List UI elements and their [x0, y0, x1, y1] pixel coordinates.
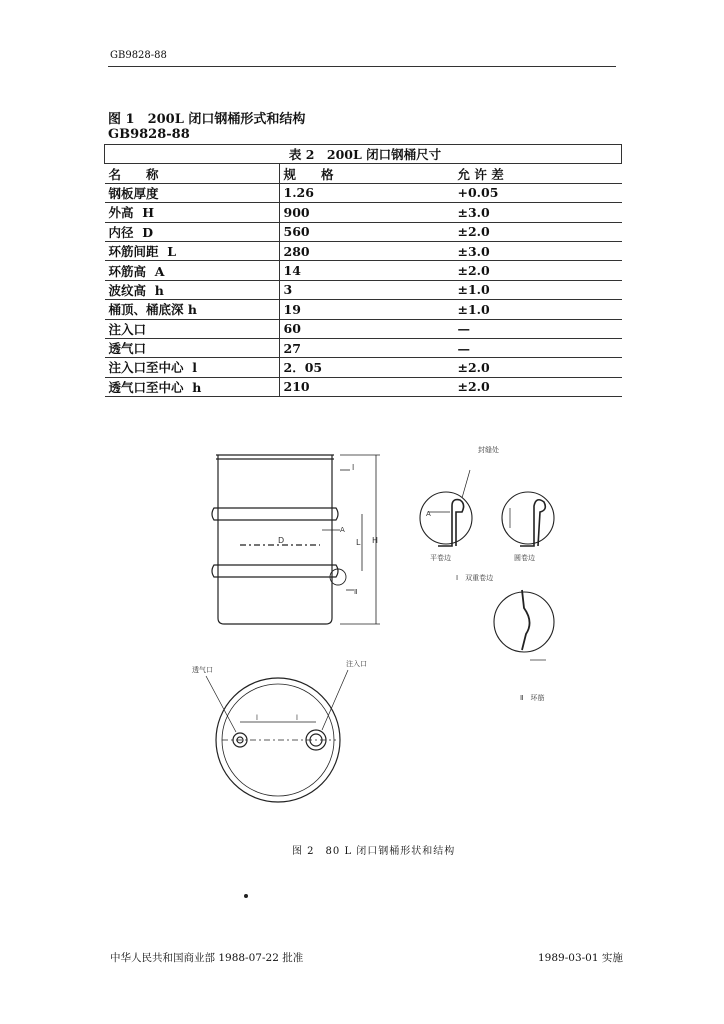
label-flat-rim: 平卷边	[430, 554, 451, 562]
ring-profile	[522, 590, 530, 650]
upper-rolling-hoop	[212, 508, 338, 520]
cell-spec: 14	[279, 261, 454, 280]
footer-effective: 1989-03-01 实施	[538, 952, 623, 964]
header-tolerance: 允 许 差	[454, 164, 622, 183]
cell-tolerance: ±3.0	[454, 203, 622, 222]
cell-spec: 210	[279, 377, 454, 396]
flat-rim-circle	[420, 492, 472, 544]
label-L: L	[356, 538, 361, 547]
table-caption: 表 2 200L 闭口钢桶尺寸	[105, 145, 622, 164]
header-spec: 规 格	[279, 164, 454, 183]
cell-name: 桶顶、桶底深 h	[105, 300, 280, 319]
cell-tolerance: ±3.0	[454, 241, 622, 260]
flat-rim-profile	[438, 500, 464, 546]
figure1-caption: 图 1 200L 闭口钢桶形式和结构	[108, 112, 306, 127]
cell-name: 钢板厚度	[105, 183, 280, 202]
cell-spec: 1.26	[279, 183, 454, 202]
cell-tolerance: —	[454, 338, 622, 357]
cell-spec: 3	[279, 280, 454, 299]
lower-rolling-hoop	[212, 565, 338, 577]
seam-leader	[462, 470, 470, 498]
label-H: H	[372, 536, 379, 545]
cell-tolerance: ±2.0	[454, 358, 622, 377]
cell-name: 注入口至中心 l	[105, 358, 280, 377]
cell-name: 透气口至中心 h	[105, 377, 280, 396]
label-roman2: Ⅱ	[354, 588, 358, 596]
detail-double-seam	[420, 470, 554, 546]
cell-tolerance: ±1.0	[454, 280, 622, 299]
label-vent: 透气口	[192, 666, 213, 674]
label-A: A	[340, 526, 345, 534]
drum-top-view	[206, 670, 348, 802]
figure2-caption: 图 2 80 L 闭口钢桶形状和结构	[292, 846, 456, 857]
label-round-rim: 圆卷边	[514, 554, 535, 562]
cell-spec: 280	[279, 241, 454, 260]
label-l-right: l	[296, 714, 298, 722]
label-dim-A: A	[426, 510, 431, 518]
cell-name: 外高 H	[105, 203, 280, 222]
cell-tolerance: ±2.0	[454, 222, 622, 241]
cell-spec: 2．05	[279, 358, 454, 377]
cell-name: 环筋高 A	[105, 261, 280, 280]
label-seam-caption: Ⅰ 双重卷边	[456, 574, 494, 582]
cell-spec: 27	[279, 338, 454, 357]
label-ring-caption: Ⅱ 环筋	[520, 694, 545, 702]
cell-tolerance: ±2.0	[454, 261, 622, 280]
cell-spec: 900	[279, 203, 454, 222]
header-doc-code: GB9828-88	[110, 50, 167, 61]
cell-spec: 560	[279, 222, 454, 241]
label-fill: 注入口	[346, 660, 367, 668]
cell-spec: 19	[279, 300, 454, 319]
footer-approval: 中华人民共和国商业部 1988-07-22 批准	[110, 952, 304, 964]
round-rim-profile	[520, 500, 545, 546]
label-l-left: l	[256, 714, 258, 722]
figure1-code: GB9828-88	[108, 127, 190, 142]
drum-side-view	[212, 455, 380, 624]
speck	[244, 894, 248, 898]
cell-name: 波纹高 h	[105, 280, 280, 299]
cell-tolerance: ±2.0	[454, 377, 622, 396]
cell-name: 注入口	[105, 319, 280, 338]
drum-body-outline	[218, 455, 332, 624]
cell-name: 透气口	[105, 338, 280, 357]
cell-name: 环筋间距 L	[105, 241, 280, 260]
cell-tolerance: —	[454, 319, 622, 338]
cell-tolerance: ±1.0	[454, 300, 622, 319]
cell-name: 内径 D	[105, 222, 280, 241]
detail-ring	[494, 590, 554, 660]
cell-tolerance: +0.05	[454, 183, 622, 202]
label-l: l	[352, 463, 355, 472]
cell-spec: 60	[279, 319, 454, 338]
header-name: 名 称	[105, 164, 280, 183]
vent-leader	[206, 676, 236, 732]
label-D: D	[278, 536, 285, 545]
label-seam-top: 封缝处	[478, 446, 499, 454]
